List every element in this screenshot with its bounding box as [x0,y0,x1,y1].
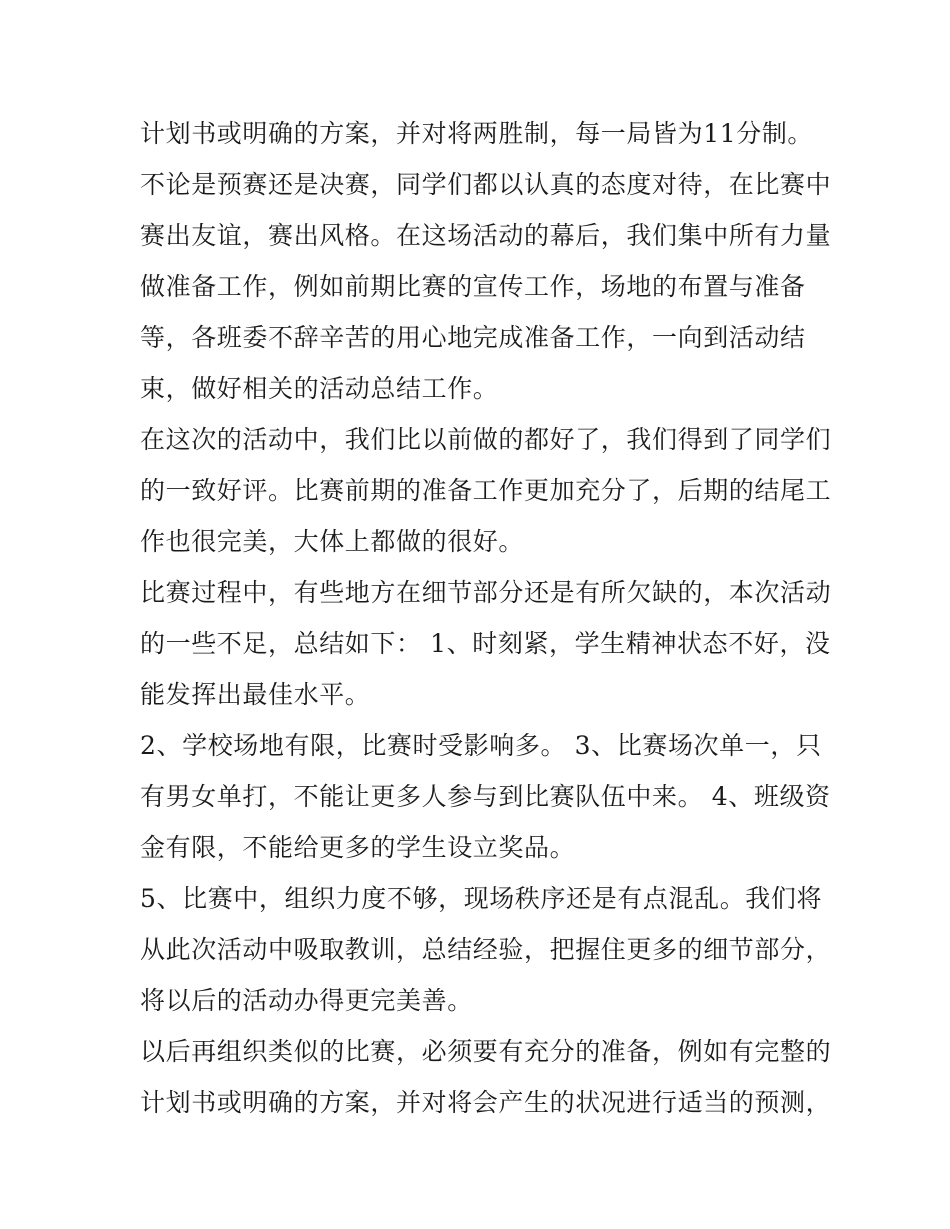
text-line: 束，做好相关的活动总结工作。 [140,374,499,403]
text-line: 赛出友谊，赛出风格。在这场活动的幕后，我们集中所有力量 [140,221,832,250]
text-line: 不论是预赛还是决赛，同学们都以认真的态度对待，在比赛中 [140,170,832,199]
text-line: 的一些不足，总结如下： 1、时刻紧，学生精神状态不好，没 [140,629,831,658]
text-line: 的一致好评。比赛前期的准备工作更加充分了，后期的结尾工 [140,476,832,505]
document-body [140,108,830,1128]
text-line: 从此次活动中吸取教训，总结经验，把握住更多的细节部分， [140,935,832,964]
text-line: 在这次的活动中，我们比以前做的都好了，我们得到了同学们 [140,425,832,454]
text-line: 将以后的活动办得更完美善。 [140,986,473,1015]
text-line: 作也很完美，大体上都做的很好。 [140,527,525,556]
text-line: 5、比赛中，组织力度不够，现场秩序还是有点混乱。我们将 [140,884,823,913]
text-line: 金有限，不能给更多的学生设立奖品。 [140,833,576,862]
text-line: 能发挥出最佳水平。 [140,680,371,709]
text-line: 计划书或明确的方案，并对将会产生的状况进行适当的预测， [140,1088,832,1117]
text-line: 2、学校场地有限，比赛时受影响多。 3、比赛场次单一，只 [140,731,822,760]
text-line: 做准备工作，例如前期比赛的宣传工作，场地的布置与准备 [140,272,806,301]
text-line: 以后再组织类似的比赛，必须要有充分的准备，例如有完整的 [140,1037,832,1066]
text-line: 计划书或明确的方案，并对将两胜制，每一局皆为11分制。 [140,119,814,148]
text-line: 等，各班委不辞辛苦的用心地完成准备工作，一向到活动结 [140,323,806,352]
text-line: 有男女单打，不能让更多人参与到比赛队伍中来。 4、班级资 [140,782,831,811]
text-line: 比赛过程中，有些地方在细节部分还是有所欠缺的，本次活动 [140,578,832,607]
